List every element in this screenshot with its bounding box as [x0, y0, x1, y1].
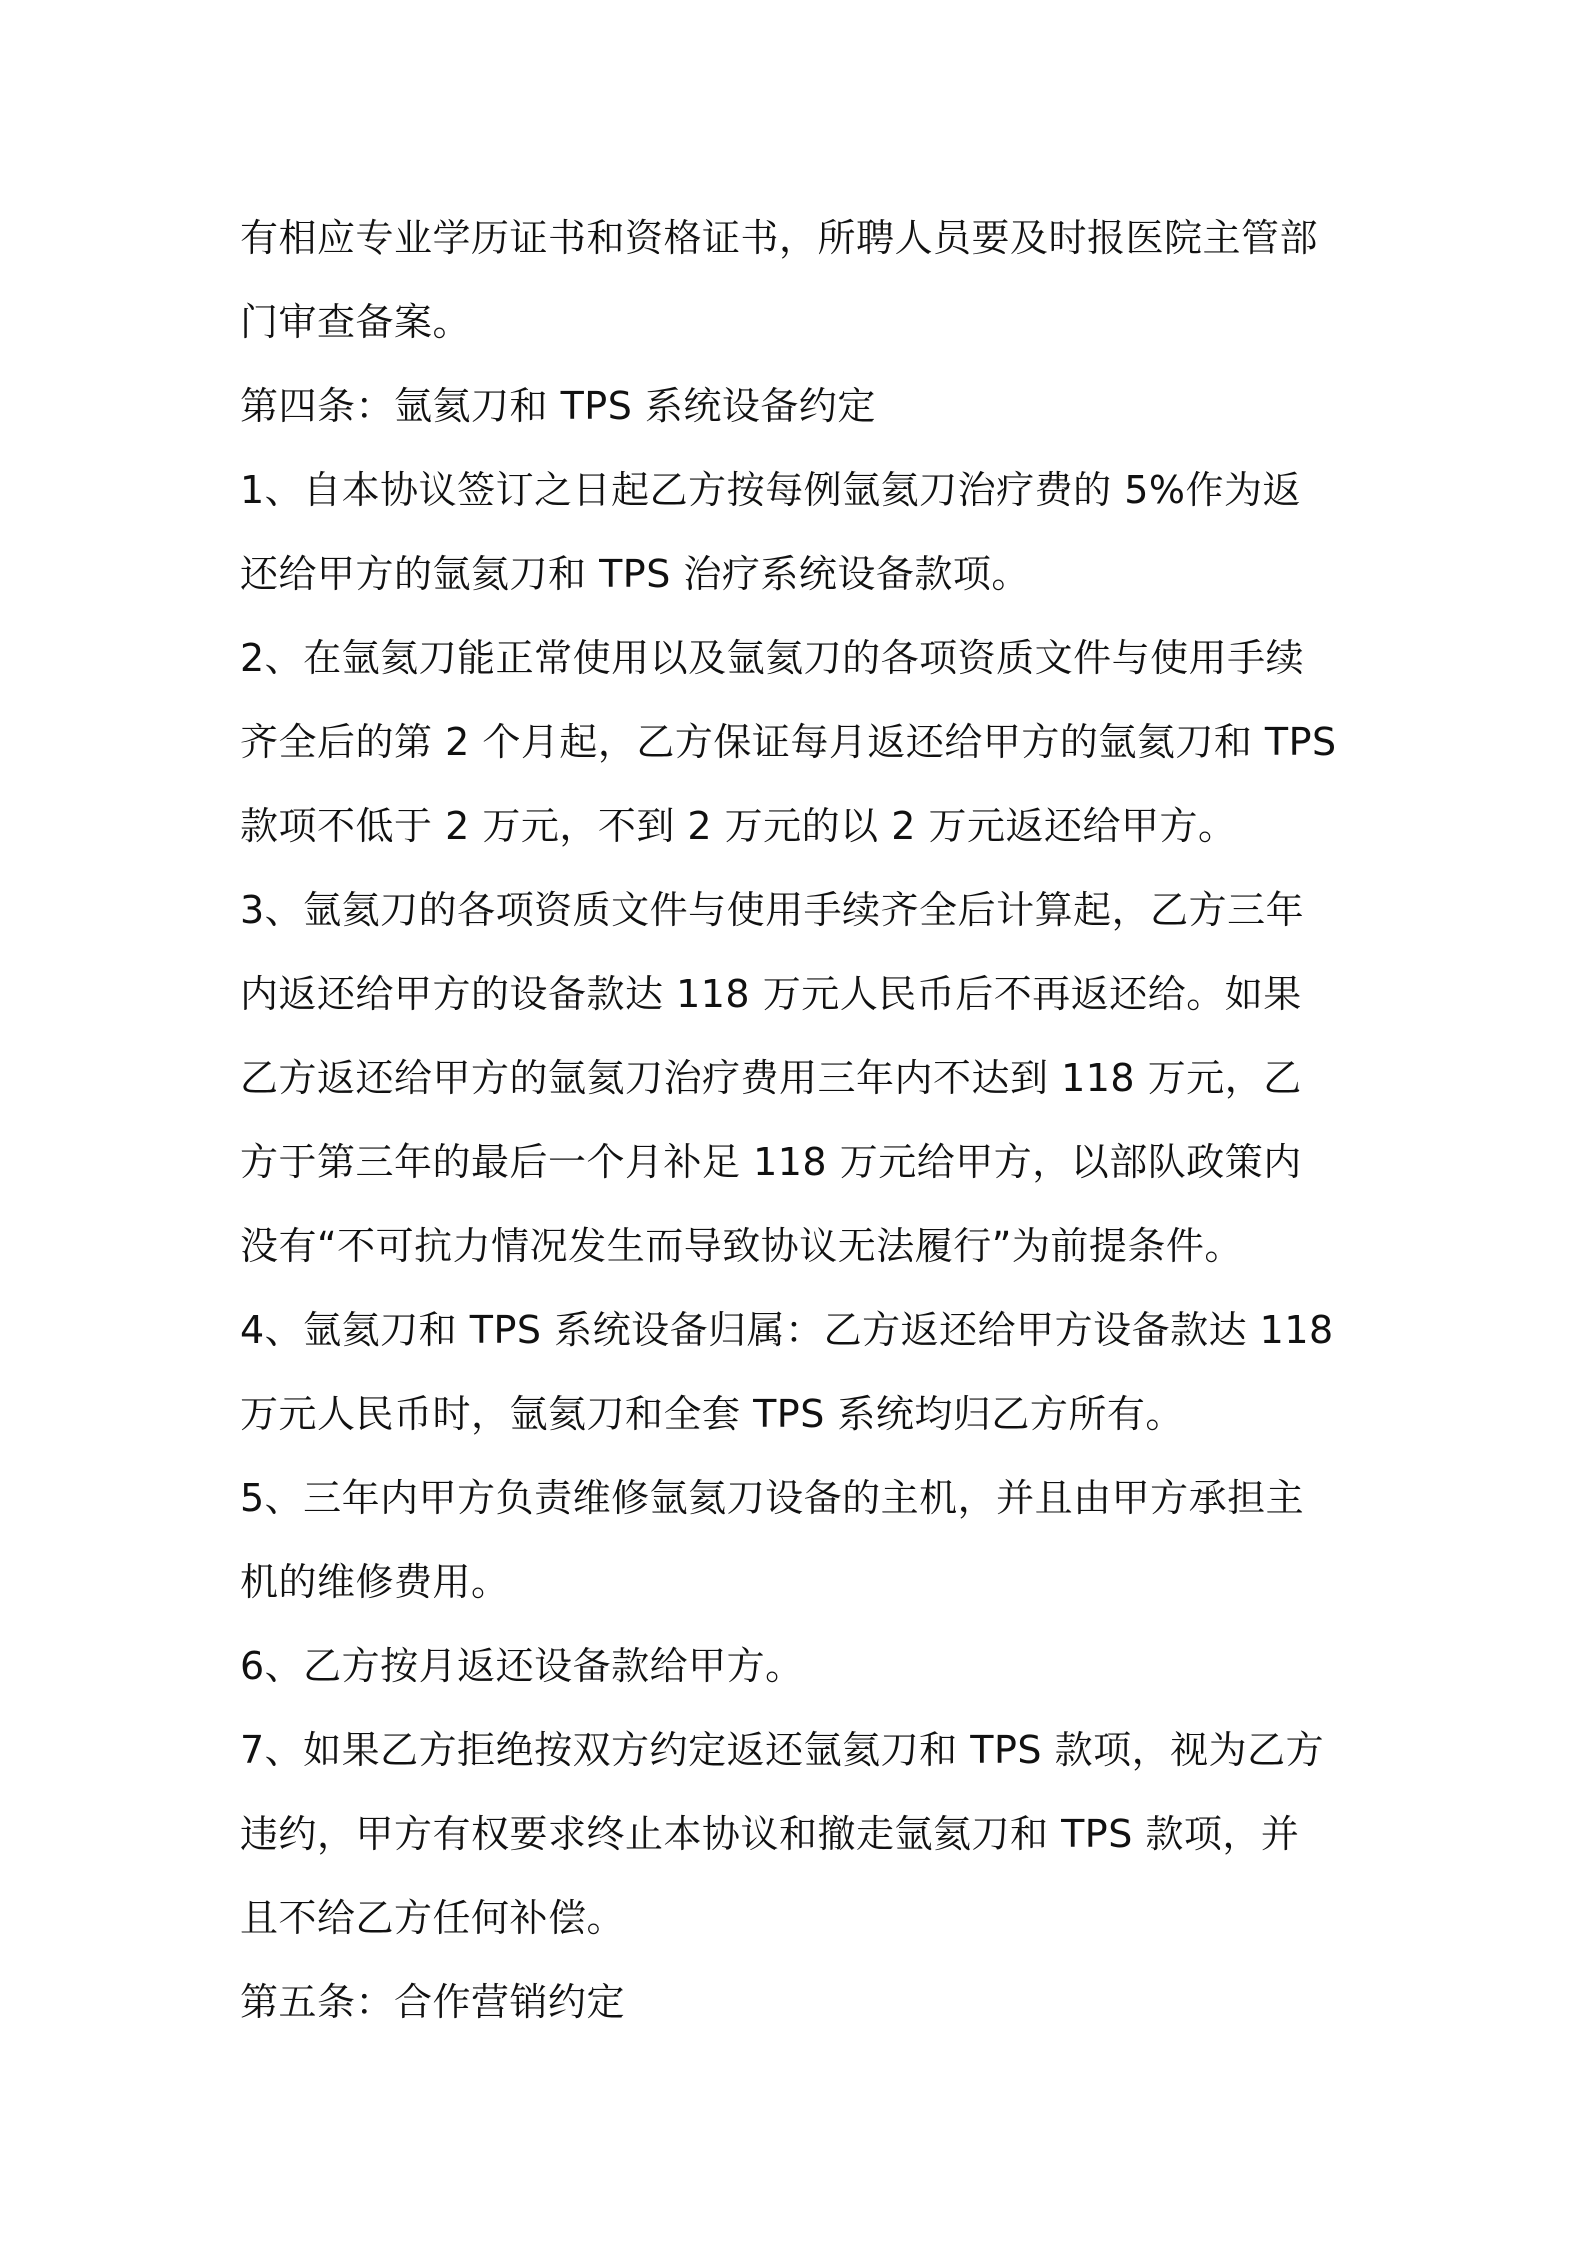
- section-heading: 第四条：氩氦刀和 TPS 系统设备约定: [240, 384, 876, 428]
- text-line: 万元人民币时，氩氦刀和全套 TPS 系统均归乙方所有。: [240, 1392, 1184, 1436]
- text-line: 内返还给甲方的设备款达 118 万元人民币后不再返还给。如果: [240, 972, 1302, 1016]
- text-line: 6、乙方按月返还设备款给甲方。: [240, 1644, 804, 1688]
- text-line: 没有“不可抗力情况发生而导致协议无法履行”为前提条件。: [240, 1224, 1243, 1268]
- text-line: 2、在氩氦刀能正常使用以及氩氦刀的各项资质文件与使用手续: [240, 636, 1305, 680]
- document-body: [240, 196, 1360, 2044]
- text-line: 3、氩氦刀的各项资质文件与使用手续齐全后计算起，乙方三年: [240, 888, 1305, 932]
- text-line: 7、如果乙方拒绝按双方约定返还氩氦刀和 TPS 款项，视为乙方: [240, 1728, 1325, 1772]
- text-line: 方于第三年的最后一个月补足 118 万元给甲方，以部队政策内: [240, 1140, 1302, 1184]
- text-line: 违约，甲方有权要求终止本协议和撤走氩氦刀和 TPS 款项，并: [240, 1812, 1300, 1856]
- text-line: 还给甲方的氩氦刀和 TPS 治疗系统设备款项。: [240, 552, 1030, 596]
- text-line: 5、三年内甲方负责维修氩氦刀设备的主机，并且由甲方承担主: [240, 1476, 1305, 1520]
- text-line: 且不给乙方任何补偿。: [240, 1896, 626, 1940]
- text-line: 有相应专业学历证书和资格证书，所聘人员要及时报医院主管部: [240, 216, 1319, 260]
- text-line: 齐全后的第 2 个月起，乙方保证每月返还给甲方的氩氦刀和 TPS: [240, 720, 1337, 764]
- text-line: 4、氩氦刀和 TPS 系统设备归属：乙方返还给甲方设备款达 118: [240, 1308, 1334, 1352]
- text-line: 1、自本协议签订之日起乙方按每例氩氦刀治疗费的 5%作为返: [240, 468, 1302, 512]
- text-line: 门审查备案。: [240, 300, 472, 344]
- text-line: 款项不低于 2 万元，不到 2 万元的以 2 万元返还给甲方。: [240, 804, 1237, 848]
- text-line: 机的维修费用。: [240, 1560, 510, 1604]
- section-heading: 第五条：合作营销约定: [240, 1980, 626, 2024]
- text-line: 乙方返还给甲方的氩氦刀治疗费用三年内不达到 118 万元，乙: [240, 1056, 1302, 1100]
